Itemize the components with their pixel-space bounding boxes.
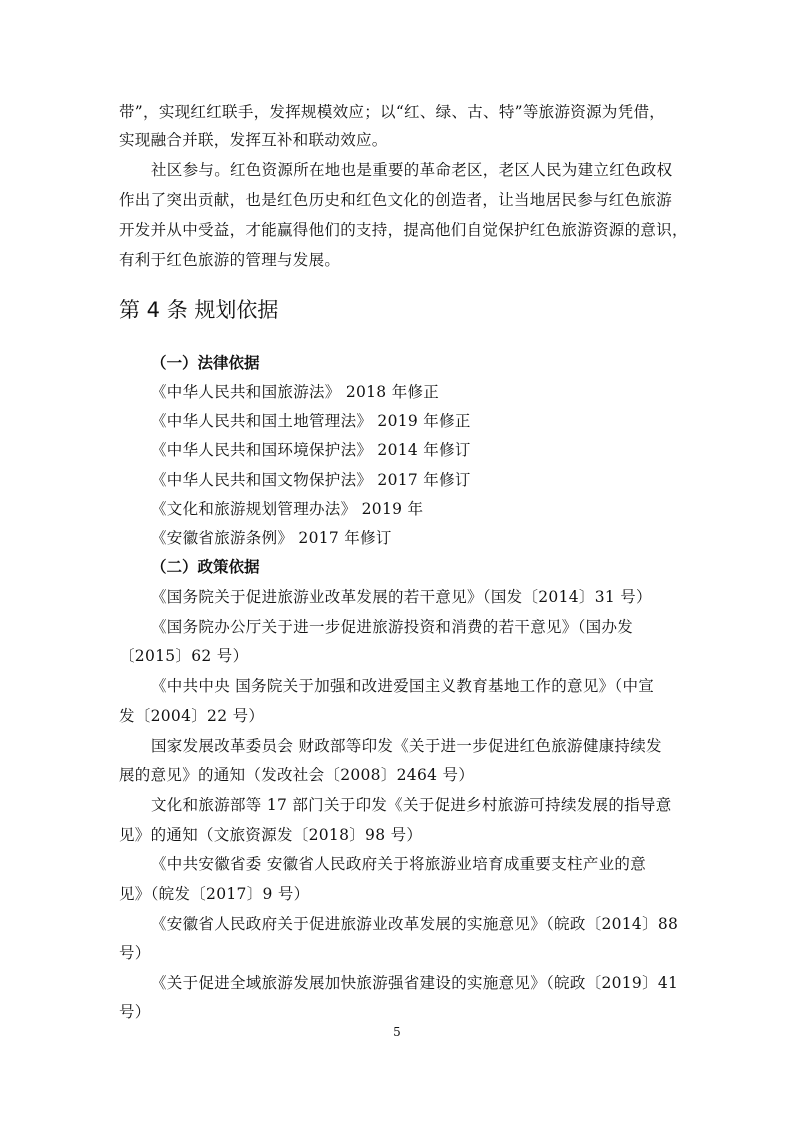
policy-line: 国家发展改革委员会 财政部等印发《关于进一步促进红色旅游健康持续发 (151, 737, 662, 755)
policy-line: 见》（皖发〔2017〕9 号） (119, 885, 310, 903)
intro-line: 作出了突出贡献，也是红色历史和红色文化的创造者，让当地居民参与红色旅游 (119, 191, 673, 209)
policy-line: 《中共安徽省委 安徽省人民政府关于将旅游业培育成重要支柱产业的意 (151, 855, 647, 873)
legal-heading: （一）法律依据 (151, 354, 260, 372)
intro-line: 开发并从中受益，才能赢得他们的支持，提高他们自觉保护红色旅游资源的意识， (119, 221, 688, 239)
page-number: 5 (393, 1025, 401, 1039)
legal-item: 《安徽省旅游条例》 2017 年修订 (151, 529, 392, 547)
intro-line: 社区参与。红色资源所在地也是重要的革命老区，老区人民为建立红色政权 (151, 161, 673, 179)
policy-line: 《国务院办公厅关于进一步促进旅游投资和消费的若干意见》（国办发 (151, 618, 634, 636)
intro-line: 实现融合并联，发挥互补和联动效应。 (119, 131, 388, 149)
policy-line: 《国务院关于促进旅游业改革发展的若干意见》（国发〔2014〕31 号） (151, 588, 652, 606)
legal-item: 《中华人民共和国环境保护法》 2014 年修订 (151, 441, 471, 459)
legal-item: 《文化和旅游规划管理办法》 2019 年 (151, 500, 424, 518)
intro-line: 有利于红色旅游的管理与发展。 (119, 251, 341, 269)
policy-line: 发〔2004〕22 号） (119, 707, 265, 725)
section-heading: 第 4 条 规划依据 (119, 298, 279, 322)
intro-line: 带”，实现红红联手，发挥规模效应；以“红、绿、古、特”等旅游资源为凭借， (119, 103, 666, 121)
policy-line: 展的意见》的通知（发改社会〔2008〕2464 号） (119, 766, 475, 784)
policy-line: 〔2015〕62 号） (119, 647, 249, 665)
policy-line: 《安徽省人民政府关于促进旅游业改革发展的实施意见》（皖政〔2014〕88 (151, 915, 679, 933)
policy-line: 见》的通知（文旅资源发〔2018〕98 号） (119, 826, 423, 844)
policy-line: 《中共中央 国务院关于加强和改进爱国主义教育基地工作的意见》（中宣 (151, 677, 655, 695)
policy-line: 《关于促进全域旅游发展加快旅游强省建设的实施意见》（皖政〔2019〕41 (151, 974, 679, 992)
policy-line: 文化和旅游部等 17 部门关于印发《关于促进乡村旅游可持续发展的指导意 (151, 796, 672, 814)
legal-item: 《中华人民共和国土地管理法》 2019 年修正 (151, 412, 471, 430)
policy-line: 号） (119, 1003, 151, 1021)
policy-line: 号） (119, 944, 151, 962)
legal-item: 《中华人民共和国旅游法》 2018 年修正 (151, 383, 440, 401)
policy-heading: （二）政策依据 (151, 558, 260, 576)
legal-item: 《中华人民共和国文物保护法》 2017 年修订 (151, 471, 471, 489)
